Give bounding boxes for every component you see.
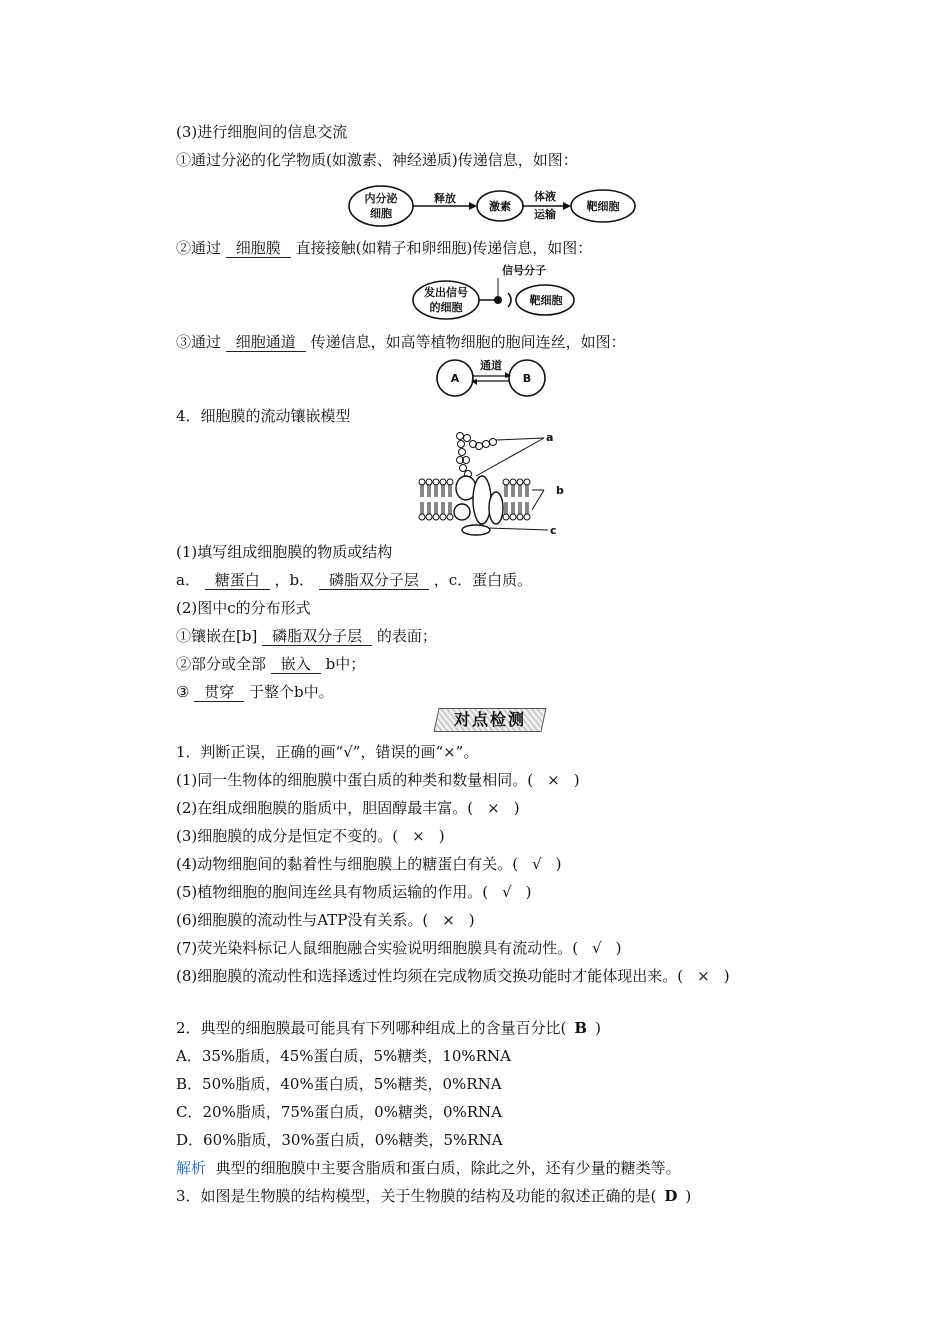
quiz-q3: [176, 1186, 691, 1206]
section4-q1: (1)填写组成细胞膜的物质或结构: [176, 543, 393, 561]
judgement-item: [176, 798, 520, 818]
q1-b-blank: 磷脂双分子层: [319, 571, 429, 590]
judgement-text: (5)植物细胞的胞间连丝具有物质运输的作用。(: [176, 883, 489, 901]
judgement-text: (8)细胞膜的流动性和选择透过性均须在完成物质交换功能时才能体现出来。(: [176, 967, 684, 985]
q2-3-post: 于整个b中。: [249, 683, 334, 701]
judgement-answer: ×: [442, 911, 455, 929]
fig1-arrow2-l2: 运输: [534, 208, 556, 221]
fig1-node3: 靶细胞: [586, 200, 620, 213]
q2-2-blank: 嵌入: [271, 655, 321, 674]
judgement-close: ): [555, 855, 562, 873]
judgement-text: (1)同一生物体的细胞膜中蛋白质的种类和数量相同。(: [176, 771, 534, 789]
section3-title: (3)进行细胞间的信息交流: [176, 123, 348, 141]
q2-1-blank: 磷脂双分子层: [262, 627, 372, 646]
q3-answer: D: [664, 1187, 678, 1205]
section4-q2-1: [176, 626, 437, 646]
q1-a-blank: 糖蛋白: [205, 571, 270, 590]
q3-text: 3．如图是生物膜的结构模型，关于生物膜的结构及功能的叙述正确的是(: [176, 1187, 657, 1205]
judgement-item: [176, 770, 580, 790]
analysis: [176, 1158, 681, 1178]
judgement-text: (3)细胞膜的成分是恒定不变的。(: [176, 827, 399, 845]
judgement-item: [176, 882, 532, 902]
item2-post: 直接接触(如精子和卵细胞)传递信息，如图：: [295, 239, 593, 257]
section3-item1: ①通过分泌的化学物质(如激素、神经递质)传递信息，如图：: [176, 151, 578, 169]
q1-a-pre: a．: [176, 571, 200, 589]
judgement-close: ): [525, 883, 532, 901]
fig4-label-a: a: [546, 431, 554, 444]
check-banner: [436, 708, 546, 732]
judgement-text: (7)荧光染料标记人鼠细胞融合实验说明细胞膜具有流动性。(: [176, 939, 579, 957]
section3-item2: [176, 238, 592, 258]
q2-text: 2．典型的细胞膜最可能具有下列哪种组成上的含量百分比(: [176, 1019, 567, 1037]
option-b: B．50%脂质，40%蛋白质，5%糖类，0%RNA: [176, 1075, 502, 1093]
judgement-answer: ×: [487, 799, 500, 817]
section4-q2: (2)图中c的分布形式: [176, 599, 311, 617]
judgement-item: [176, 966, 730, 986]
judgement-item: [176, 938, 622, 958]
section4-q2-3: [176, 682, 334, 702]
option-c: C．20%脂质，75%蛋白质，0%糖类，0%RNA: [176, 1103, 503, 1121]
q2-answer: B: [574, 1019, 588, 1037]
fig2-cell1-l1: 发出信号: [424, 286, 468, 299]
q2-2-pre: ②部分或全部: [176, 655, 267, 673]
section4-q2-2: [176, 654, 365, 674]
section4-title: 4．细胞膜的流动镶嵌模型: [176, 407, 351, 425]
fig1-arrow2-l1: 体液: [534, 190, 556, 203]
analysis-label: 解析: [176, 1159, 207, 1177]
option-d: D．60%脂质，30%蛋白质，0%糖类，5%RNA: [176, 1131, 503, 1149]
fig2-signal: 信号分子: [502, 264, 546, 277]
q3-close: ): [685, 1187, 692, 1205]
judgement-close: ): [438, 827, 445, 845]
judgement-answer: √: [502, 883, 512, 901]
fig1-node1-l1: 内分泌: [364, 192, 398, 205]
item3-post: 传递信息，如高等植物细胞的胞间连丝，如图：: [310, 333, 626, 351]
judgement-close: ): [615, 939, 622, 957]
judgement-answer: ×: [697, 967, 710, 985]
judgement-text: (6)细胞膜的流动性与ATP没有关系。(: [176, 911, 429, 929]
q2-1-post: 的表面；: [376, 627, 437, 645]
analysis-text: 典型的细胞膜中主要含脂质和蛋白质，除此之外，还有少量的糖类等。: [215, 1159, 681, 1177]
fig4-label-c: c: [550, 524, 557, 537]
fig1-arrow1: 释放: [434, 192, 456, 205]
fig3-a: A: [450, 372, 460, 385]
fig1-node1-l2: 细胞: [370, 207, 392, 220]
fig3-b: B: [522, 372, 532, 385]
item2-pre: ②通过: [176, 239, 222, 257]
option-a: A．35%脂质，45%蛋白质，5%糖类，10%RNA: [176, 1047, 511, 1065]
fig3-channel: 通道: [480, 359, 502, 372]
section4-q1-answers: [176, 570, 532, 590]
judgement-close: ): [468, 911, 475, 929]
judgement-item: [176, 910, 475, 930]
endocrine-diagram: [345, 182, 640, 230]
fig2-cell2: 靶细胞: [529, 294, 563, 307]
q1-b-pre: ，b．: [274, 571, 315, 589]
judgement-close: ): [513, 799, 520, 817]
item3-blank: 细胞通道: [226, 333, 306, 352]
fig2-cell1-l2: 的细胞: [429, 301, 463, 314]
quiz-q1-title: 1．判断正误，正确的画“√”，错误的画“×”。: [176, 743, 479, 761]
fig1-node2: 激素: [489, 200, 511, 213]
fig4-label-b: b: [556, 484, 564, 497]
judgement-answer: √: [532, 855, 542, 873]
judgement-close: ): [723, 967, 730, 985]
judgement-text: (2)在组成细胞膜的脂质中，胆固醇最丰富。(: [176, 799, 474, 817]
q1-c: ，c．蛋白质。: [433, 571, 533, 589]
judgement-answer: ×: [547, 771, 560, 789]
judgement-item: [176, 826, 445, 846]
judgement-answer: √: [592, 939, 602, 957]
plasmodesmata-diagram: [435, 356, 547, 398]
q2-2-post: b中；: [325, 655, 366, 673]
section3-item3: [176, 332, 626, 352]
judgement-text: (4)动物细胞间的黏着性与细胞膜上的糖蛋白有关。(: [176, 855, 519, 873]
contact-diagram: [408, 262, 578, 324]
q2-1-pre: ①镶嵌在[b]: [176, 627, 258, 645]
item2-blank: 细胞膜: [226, 239, 291, 258]
judgement-close: ): [573, 771, 580, 789]
item3-pre: ③通过: [176, 333, 222, 351]
fluid-mosaic-diagram: [416, 430, 576, 540]
banner-title: 对点检测: [453, 710, 526, 729]
quiz-q2: [176, 1018, 601, 1038]
judgement-item: [176, 854, 562, 874]
q2-close: ): [595, 1019, 601, 1037]
q2-3-pre: ③: [176, 683, 190, 701]
judgement-answer: ×: [412, 827, 425, 845]
q2-3-blank: 贯穿: [194, 683, 244, 702]
